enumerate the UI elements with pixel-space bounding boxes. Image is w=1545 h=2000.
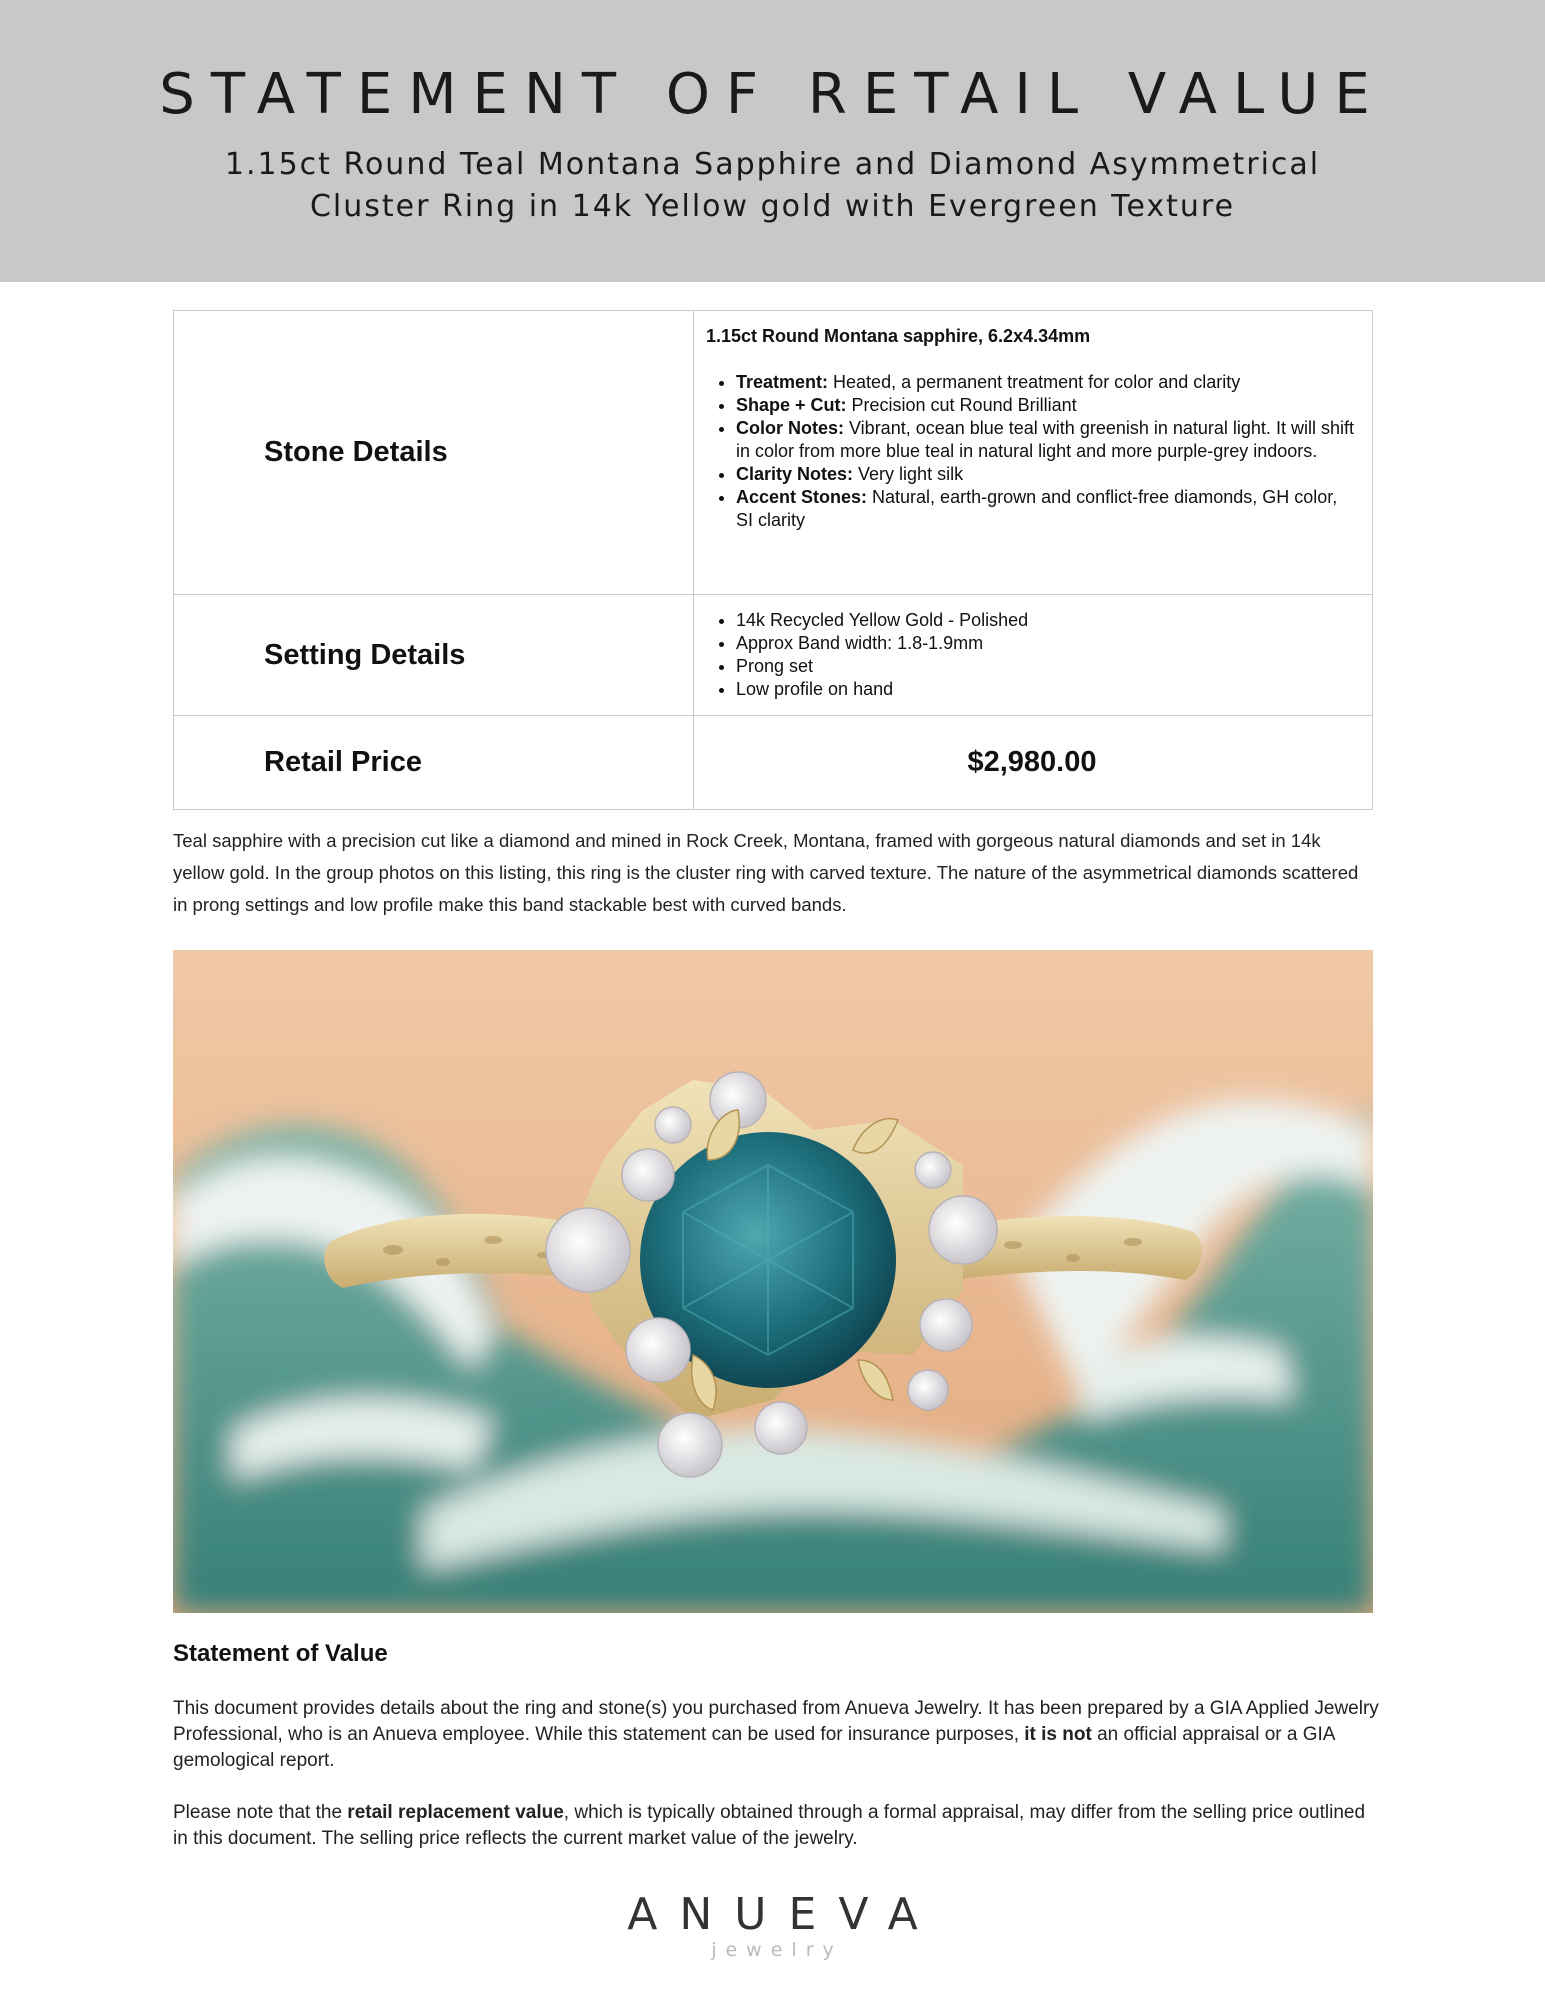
logo-tagline: jewelry (711, 1939, 843, 1961)
stone-detail-value: Heated, a permanent treatment for color and clarity (828, 372, 1241, 392)
stone-detail-item (736, 486, 1358, 532)
page-title: STATEMENT OF RETAIL VALUE (159, 62, 1386, 127)
stone-detail-item (736, 371, 1358, 394)
header-banner (0, 0, 1545, 282)
setting-detail-item: • Low profile on hand (736, 678, 1358, 701)
statement-text: an official appraisal or a GIA gemological report. (173, 1724, 1335, 1771)
stone-detail-value: Vibrant, ocean blue teal with greenish in natural light. It will shift in color from more blue teal in natural light and more purple-grey indoors. (736, 418, 1354, 461)
setting-detail-item: • Approx Band width: 1.8-1.9mm (736, 632, 1358, 655)
details-table (173, 310, 1373, 810)
stone-details-list (706, 371, 1358, 532)
stone-detail-value: Natural, earth-grown and conflict-free diamonds, GH color, SI clarity (736, 487, 1338, 530)
logo-wordmark: ANUEVA (627, 1889, 940, 1940)
statement-text: , which is typically obtained through a formal appraisal, may differ from the selling price outlined in this document. The selling price reflects the current market value of the jewelry. (173, 1802, 1366, 1849)
retail-price-row (174, 716, 1373, 810)
product-name-line-2: Cluster Ring in 14k Yellow gold with Evergreen Texture (309, 189, 1236, 224)
statement-text: This document provides details about the ring and stone(s) you purchased from Anueva Jewelry. It has been prepared by a GIA Applied Jewelry Professional, who is an Anueva employee. While this statement can be used for insurance purposes, (173, 1698, 1379, 1745)
statement-emphasis: it is not (1024, 1724, 1092, 1745)
statement-text: Please note that the (173, 1802, 348, 1823)
stone-detail-key: Shape + Cut: (736, 395, 847, 415)
stone-detail-key: Clarity Notes: (736, 464, 854, 484)
retail-price-label: Retail Price (174, 716, 694, 810)
stone-detail-value: Very light silk (853, 464, 964, 484)
stone-heading: 1.15ct Round Montana sapphire, 6.2x4.34mm (706, 326, 1091, 346)
stone-detail-item (736, 417, 1358, 463)
setting-details-value (694, 595, 1373, 716)
stone-detail-key: Treatment: (736, 372, 829, 392)
anueva-logo (0, 1890, 1545, 1960)
product-description: Teal sapphire with a precision cut like a diamond and mined in Rock Creek, Montana, framed with gorgeous natural diamonds and set in 14k yellow gold. In the group photos on this listing, this ring is the cluster ring with carved texture. The nature of the asymmetrical diamonds scattered in prong settings and low profile make this band stackable best with curved bands. (173, 830, 1359, 915)
retail-price-value: $2,980.00 (694, 716, 1373, 810)
stone-detail-item (736, 394, 1358, 417)
setting-details-list (706, 609, 1358, 701)
setting-detail-item: • 14k Recycled Yellow Gold - Polished (736, 609, 1358, 632)
stone-detail-key: Color Notes: (736, 418, 844, 438)
setting-detail-item: • Prong set (736, 655, 1358, 678)
product-name-line-1: 1.15ct Round Teal Montana Sapphire and Diamond Asymmetrical (224, 147, 1321, 182)
statement-paragraph-2 (173, 1800, 1383, 1852)
statement-emphasis: retail replacement value (347, 1802, 564, 1823)
stone-details-value (694, 311, 1373, 595)
setting-details-label: Setting Details (174, 595, 694, 716)
stone-detail-key: Accent Stones: (736, 487, 868, 507)
stone-details-row (174, 311, 1373, 595)
ring-photo (173, 950, 1373, 1613)
stone-detail-value: Precision cut Round Brilliant (846, 395, 1077, 415)
statement-of-value-heading: Statement of Value (173, 1640, 388, 1667)
statement-paragraph-1 (173, 1696, 1383, 1774)
product-name (200, 144, 1345, 228)
stone-details-label: Stone Details (174, 311, 694, 595)
stone-detail-item (736, 463, 1358, 486)
setting-details-row (174, 595, 1373, 716)
